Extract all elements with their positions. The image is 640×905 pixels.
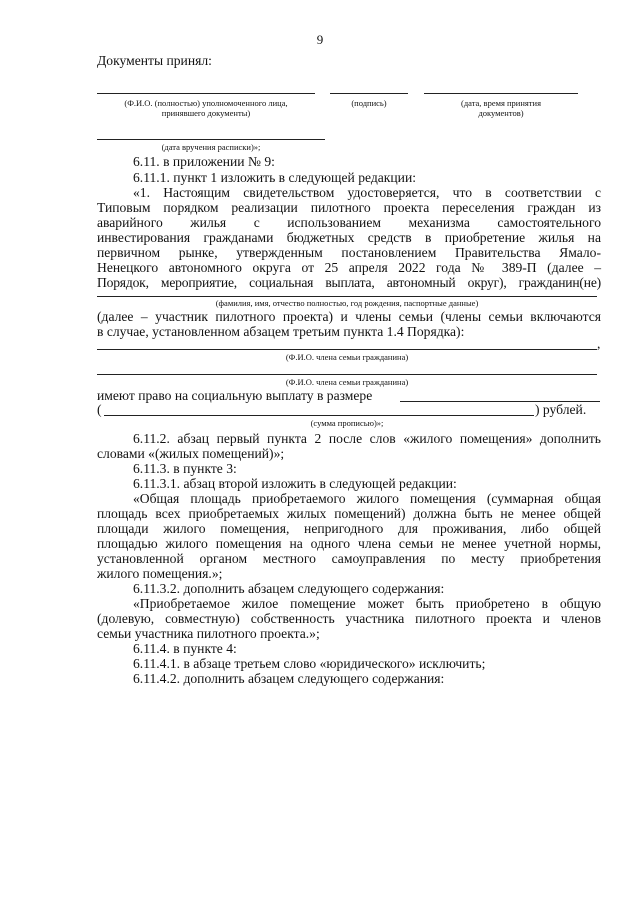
quote3-line-3: семьи участника пилотного проекта.»; bbox=[97, 626, 320, 641]
citizen-fio-line bbox=[97, 296, 597, 297]
para-6-11-1: 6.11.1. пункт 1 изложить в следующей редакции: bbox=[133, 170, 417, 185]
page-number: 9 bbox=[316, 32, 324, 47]
quote1-line-9: в случае, установленном абзацем третьим пункта 1.4 Порядка): bbox=[97, 324, 465, 339]
family-member-line-1 bbox=[97, 349, 597, 350]
rubles-label: ) рублей. bbox=[535, 402, 587, 417]
caption-signature: (подпись) bbox=[351, 98, 387, 108]
para-6-11-3-2: 6.11.3.2. дополнить абзацем следующего содержания: bbox=[133, 581, 445, 596]
quote2-line-1: «Общая площадь приобретаемого жилого помещения (суммарная общая bbox=[133, 491, 601, 506]
quote3-line-2: (долевую, совместную) собственность участника пилотного проекта и членов bbox=[97, 611, 601, 626]
para-6-11-2-line-1: 6.11.2. абзац первый пункта 2 после слов «жилого помещения» дополнить bbox=[133, 431, 601, 446]
family-member-line-2 bbox=[97, 374, 597, 375]
para-6-11-2-line-2: словами «(жилых помещений)»; bbox=[97, 446, 285, 461]
caption-date bbox=[424, 98, 578, 118]
caption-receipt-date: (дата вручения расписки)»; bbox=[161, 142, 261, 152]
para-6-11-4: 6.11.4. в пункте 4: bbox=[133, 641, 237, 656]
caption-fio bbox=[97, 98, 315, 118]
caption-family-member-2: (Ф.И.О. члена семьи гражданина) bbox=[285, 377, 409, 387]
quote2-line-3: площади жилого помещения, непригодного для проживания, либо общей bbox=[97, 521, 601, 536]
paren-open: ( bbox=[97, 402, 102, 417]
quote1-line-6: Ненецкого автономного округа от 25 апреля 2022 года № 389-П (далее – bbox=[97, 260, 601, 275]
quote1-line-8: (далее – участник пилотного проекта) и члены семьи (члены семьи включаются bbox=[97, 309, 601, 324]
comma: , bbox=[597, 336, 601, 351]
para-6-11-4-1: 6.11.4.1. в абзаце третьем слово «юридического» исключить; bbox=[133, 656, 486, 671]
para-6-11: 6.11. в приложении № 9: bbox=[133, 154, 275, 169]
documents-received-label: Документы принял: bbox=[97, 53, 212, 68]
caption-date-line-2: документов) bbox=[478, 108, 524, 118]
caption-fio-line-2: принявшего документы) bbox=[161, 108, 251, 118]
quote1-line-10: имеют право на социальную выплату в размере bbox=[97, 388, 373, 403]
quote2-line-4: площадью жилого помещения на одного члена семьи не менее учетной нормы, bbox=[97, 536, 601, 551]
caption-citizen-fio: (фамилия, имя, отчество полностью, год рождения, паспортные данные) bbox=[215, 298, 479, 308]
para-6-11-3: 6.11.3. в пункте 3: bbox=[133, 461, 237, 476]
amount-in-words-line bbox=[104, 415, 534, 416]
quote1-line-4: инвестирования гражданами бюджетных средств в приобретение жилья на bbox=[97, 230, 601, 245]
quote3-line-1: «Приобретаемое жилое помещение может быть приобретено в общую bbox=[133, 596, 601, 611]
receipt-date-line bbox=[97, 139, 325, 140]
quote1-line-5: первичном рынке, утвержденным постановлением Правительства Ямало- bbox=[97, 245, 601, 260]
para-6-11-4-2: 6.11.4.2. дополнить абзацем следующего содержания: bbox=[133, 671, 445, 686]
quote2-line-6: жилого помещения.»; bbox=[97, 566, 223, 581]
caption-family-member-1: (Ф.И.О. члена семьи гражданина) bbox=[285, 352, 409, 362]
caption-fio-line-1: (Ф.И.О. (полностью) уполномоченного лица, bbox=[124, 98, 288, 108]
quote1-line-2: Типовым порядком реализации пилотного проекта переселения граждан из bbox=[97, 200, 601, 215]
quote1-line-1: «1. Настоящим свидетельством удостоверяется, что в соответствии с bbox=[133, 185, 601, 200]
para-6-11-3-1: 6.11.3.1. абзац второй изложить в следующей редакции: bbox=[133, 476, 457, 491]
quote2-line-2: площадь всех приобретаемых жилых помещений) должна быть не менее общей bbox=[97, 506, 601, 521]
date-signature-line bbox=[424, 93, 578, 94]
fio-signature-line bbox=[97, 93, 315, 94]
signature-line bbox=[330, 93, 408, 94]
caption-date-line-1: (дата, время принятия bbox=[461, 98, 541, 108]
quote2-line-5: установленной органом местного самоуправления по месту приобретения bbox=[97, 551, 601, 566]
quote1-line-7: Порядок, мероприятие, социальная выплата, автономный округ), гражданин(не) bbox=[97, 275, 601, 290]
caption-amount-in-words: (сумма прописью)»; bbox=[310, 418, 384, 428]
quote1-line-3: аварийного жилья с использованием механизма самостоятельного bbox=[97, 215, 601, 230]
